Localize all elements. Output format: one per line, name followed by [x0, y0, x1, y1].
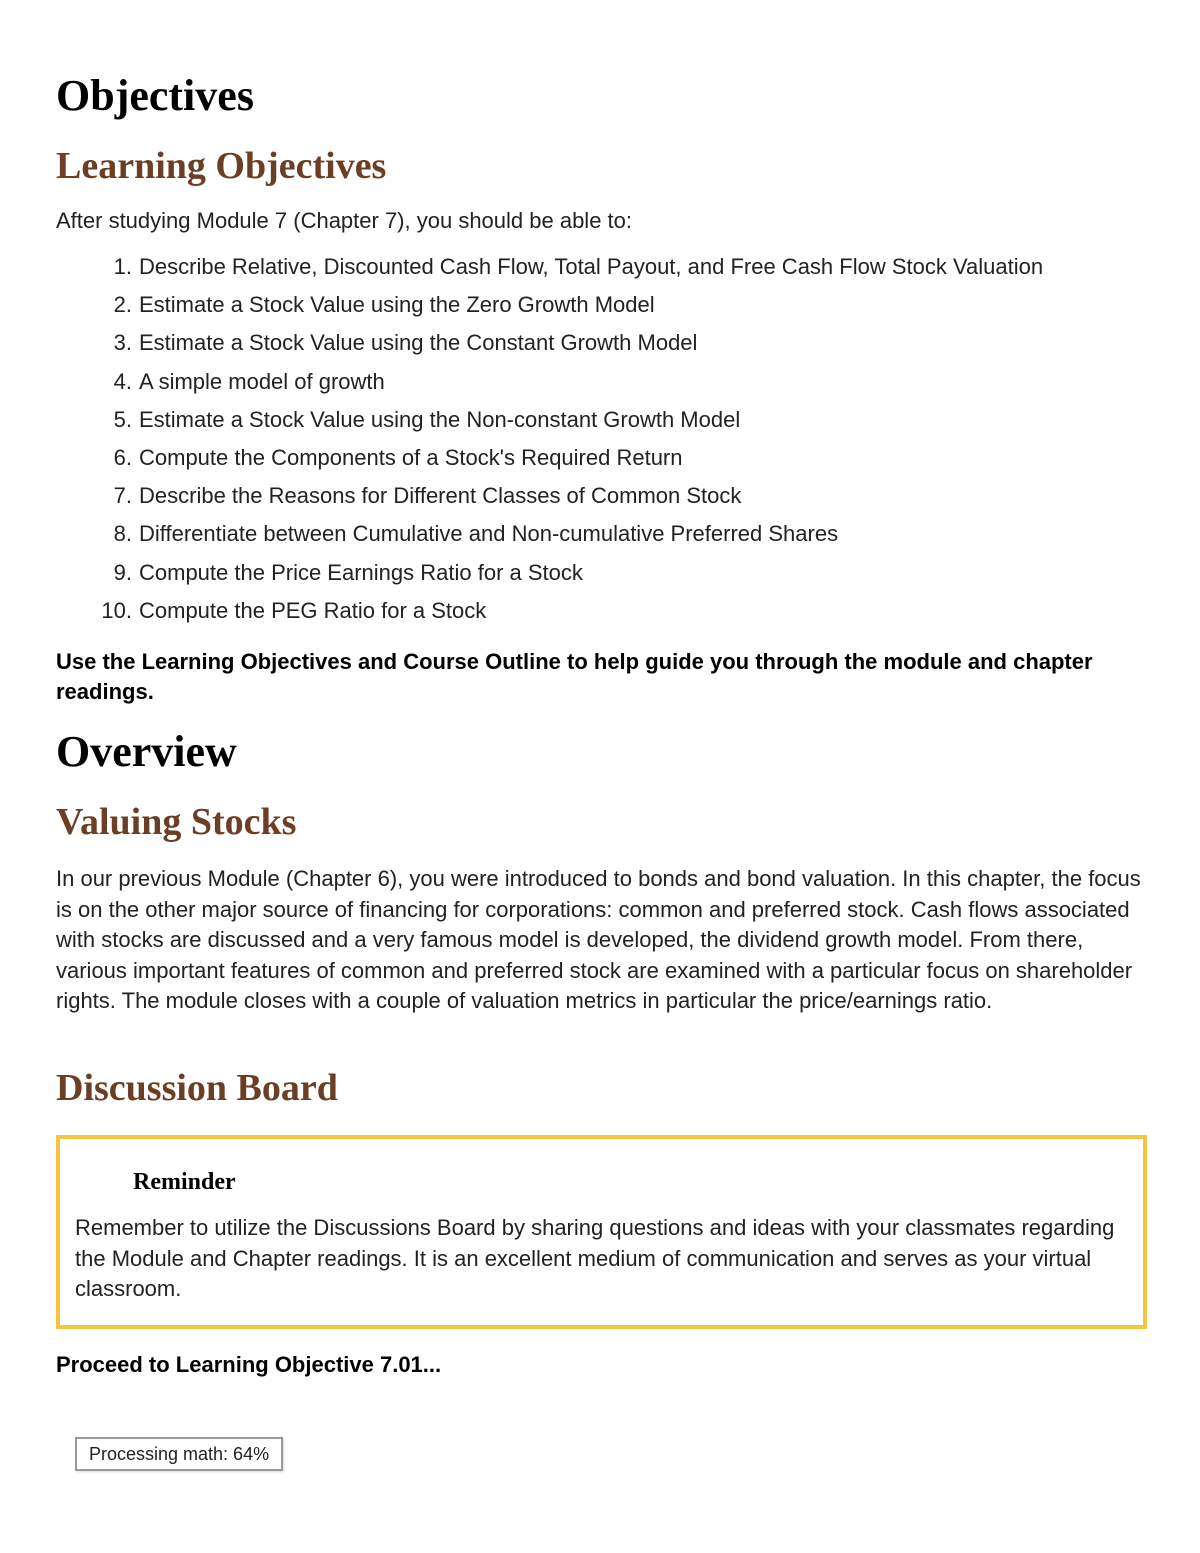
objective-number: 10.	[101, 597, 132, 623]
objective-number: 6.	[113, 444, 132, 470]
reminder-text: Remember to utilize the Discussions Board by sharing questions and ideas with your classmates regarding the Module and Chapter readings. It is an excellent medium of communication and serves as your virtual classroom.	[75, 1215, 1115, 1301]
objective-text: Estimate a Stock Value using the Constant Growth Model	[139, 330, 698, 356]
objective-item	[80, 477, 1146, 515]
objective-item	[80, 439, 1146, 477]
objective-item	[80, 554, 1146, 592]
objective-text: Describe the Reasons for Different Classes of Common Stock	[139, 483, 742, 509]
objective-item	[80, 401, 1146, 439]
objective-item	[80, 515, 1146, 553]
objective-number: 7.	[113, 483, 132, 509]
objective-item	[80, 592, 1146, 630]
objective-text: Differentiate between Cumulative and Non-cumulative Preferred Shares	[139, 521, 839, 547]
objective-number: 5.	[113, 406, 132, 432]
reminder-callout	[56, 1135, 1147, 1329]
overview-body: In our previous Module (Chapter 6), you were introduced to bonds and bond valuation. In this chapter, the focus is on the other major source of financing for corporations: common and preferred stock. Cash flows associated with stocks are discussed and a very famous model is developed, the dividend growth model. From there, various important features of common and preferred stock are examined with a particular focus on shareholder rights. The module closes with a couple of valuation metrics in particular the price/earnings ratio.	[56, 866, 1141, 1013]
guide-note: Use the Learning Objectives and Course Outline to help guide you through the module and chapter readings.	[56, 649, 1093, 704]
objective-number: 8.	[113, 521, 132, 547]
objective-number: 1.	[113, 254, 132, 279]
objective-text: A simple model of growth	[139, 368, 385, 394]
objective-text: Compute the Components of a Stock's Required Return	[139, 444, 683, 470]
objective-item	[80, 286, 1146, 324]
valuing-stocks-heading: Valuing Stocks	[56, 801, 297, 843]
objective-text: Estimate a Stock Value using the Non-constant Growth Model	[139, 406, 741, 432]
objective-number: 4.	[113, 368, 132, 394]
objective-text: Estimate a Stock Value using the Zero Growth Model	[139, 292, 655, 318]
reminder-title: Reminder	[133, 1169, 236, 1195]
objective-item	[80, 363, 1146, 401]
processing-math-indicator: Processing math: 64%	[75, 1437, 283, 1471]
proceed-text: Proceed to Learning Objective 7.01...	[56, 1352, 442, 1377]
objective-text: Describe Relative, Discounted Cash Flow, Total Payout, and Free Cash Flow Stock Valuation	[139, 254, 1044, 279]
objectives-list	[80, 248, 1146, 630]
objectives-heading: Objectives	[56, 71, 254, 120]
objective-item	[80, 248, 1146, 286]
overview-heading: Overview	[56, 727, 237, 776]
learning-objectives-heading: Learning Objectives	[56, 145, 387, 187]
objective-number: 2.	[113, 292, 132, 318]
objective-number: 3.	[113, 330, 132, 356]
discussion-board-heading: Discussion Board	[56, 1067, 338, 1109]
objectives-intro: After studying Module 7 (Chapter 7), you should be able to:	[56, 208, 633, 233]
objective-text: Compute the Price Earnings Ratio for a Stock	[139, 559, 583, 585]
objective-number: 9.	[113, 559, 132, 585]
objective-item	[80, 324, 1146, 362]
objective-text: Compute the PEG Ratio for a Stock	[139, 597, 487, 623]
